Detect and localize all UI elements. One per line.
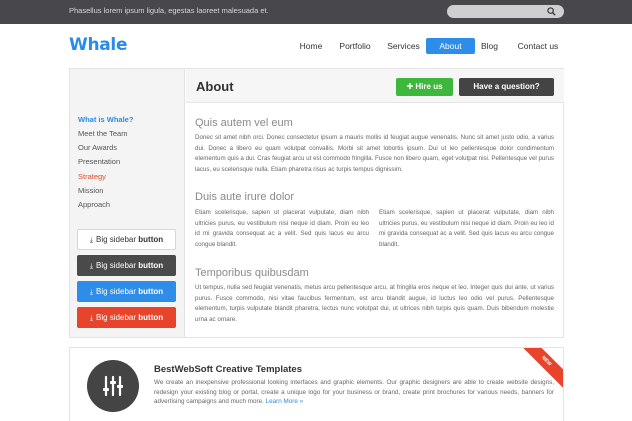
sidebar-button-label: Big sidebar: [95, 313, 137, 322]
nav-services[interactable]: Services: [387, 41, 420, 51]
sidebar-button-dark[interactable]: [77, 255, 176, 276]
promo-icon-circle: [87, 360, 139, 412]
section-heading-3: Temporibus quibusdam: [195, 267, 309, 279]
nav-blog[interactable]: Blog: [480, 41, 498, 51]
download-icon: ⤓: [89, 289, 93, 296]
sidebar-button-bold: button: [138, 261, 164, 270]
search-icon[interactable]: [547, 7, 556, 16]
hire-us-label: Hire us: [415, 82, 443, 91]
sidebar-button-red[interactable]: [77, 307, 176, 328]
page-title: About: [196, 79, 234, 94]
promo-text: [154, 378, 554, 407]
sidebar-item-approach[interactable]: Approach: [78, 200, 111, 209]
hire-us-button[interactable]: [396, 78, 453, 96]
sidebar-item-our-awards[interactable]: Our Awards: [78, 143, 118, 152]
promo-description: We create an inexpensive professional looking interfaces and graphic elements. Our graphic designers are able to create website designs, redesign your existing blog or portal, create a unique logo for your business or brand, create print brochures for various needs, banners for advertising campaigns and much more.: [154, 379, 554, 406]
section-text-2b: Etiam scelerisque, sapien ut placerat vulputate, diam nibh ultricies purus, eu vestibulum nisi neque id diam. Proin eu leo id mi gravida consequat ac a velit. Sed quis lacus eu arcu congue blandit.: [379, 209, 554, 248]
download-icon: ⤓: [89, 237, 93, 244]
sidebar-item-mission[interactable]: Mission: [78, 186, 104, 195]
main-panel: [69, 68, 564, 338]
search-input[interactable]: [447, 5, 564, 18]
sidebar-button-label: Big sidebar: [95, 287, 137, 296]
new-ribbon: NEW: [517, 347, 564, 391]
sidebar-button-white[interactable]: [77, 229, 176, 250]
sidebar-item-strategy[interactable]: Strategy: [78, 172, 106, 181]
sidebar-button-bold: button: [138, 235, 164, 244]
sidebar-button-bold: button: [138, 287, 164, 296]
section-text-1: Donec sit amet nibh orci. Donec consectetur ipsum a mauris mollis id feugiat augue venenatis. Nunc sit amet justo odio, a varius dui. Donec a libero eu quam volutpat convallis. Morbi sit amet lobortis ipsum. Dui ut leo pellentesque dolor condimentum elementum quis a dui. Cras feugiat arcu ut est commodo fringilla. Fusce non libero quam, eget volutpat nisi. Pellentesque vel purus lacus, eu scelerisque nulla. Etiam pharetra risus ac turpis tempus dignissim.: [195, 134, 554, 173]
nav-about[interactable]: About: [426, 38, 475, 54]
equalizer-icon: [87, 360, 139, 412]
sidebar-item-meet-the-team[interactable]: Meet the Team: [78, 129, 128, 138]
download-icon: ⤓: [89, 263, 93, 270]
learn-more-link[interactable]: Learn More »: [265, 398, 304, 406]
sidebar-button-label: Big sidebar: [95, 261, 137, 270]
section-heading-1: Quis autem vel eum: [195, 117, 293, 129]
sidebar: [70, 69, 185, 337]
nav-home[interactable]: Home: [299, 41, 323, 51]
sidebar-item-presentation[interactable]: Presentation: [78, 157, 121, 166]
nav-portfolio[interactable]: Portfolio: [339, 41, 371, 51]
section-heading-2: Duis aute irure dolor: [195, 191, 295, 203]
sidebar-button-bold: button: [138, 313, 164, 322]
logo[interactable]: Whale: [69, 35, 128, 55]
promo-box: [69, 347, 564, 421]
have-a-question-button[interactable]: Have a question?: [459, 78, 554, 96]
section-text-2a: Etiam scelerisque, sapien ut placerat vulputate, diam nibh ultricies purus, eu vestibulum nisi neque id diam. Proin eu leo id mi gravida consequat ac a velit. Sed quis lacus eu arcu congue blandit.: [195, 209, 369, 248]
sidebar-item-what-is-whale[interactable]: What is Whale?: [78, 115, 134, 124]
plus-icon: ✚: [406, 82, 414, 91]
content-header: [186, 69, 564, 103]
section-text-3: Ut tempus, nulla sed feugiat venenatis, metus arcu pellentesque arcu, at fringilla eros neque et leo. Integer quis dui ante, ut varius purus. Fusce commodo, nisi vitae faucibus fermentum, est arcu blandit augue, id luctus leo odio vel purus. Pellentesque elementum, turpis vulputate blandit pharetra, lectus nunc volutpat dui, ut ultrices nibh turpis quis quam. Duis bibendum molestie urna ac ornare.: [195, 284, 554, 323]
sidebar-button-blue[interactable]: [77, 281, 176, 302]
sidebar-button-label: Big sidebar: [95, 235, 137, 244]
top-bar: [0, 0, 632, 24]
main-nav: [0, 38, 632, 56]
top-bar-tagline: Phasellus lorem ipsum ligula, egestas laoreet malesuada et.: [69, 6, 269, 15]
nav-contact[interactable]: Contact us: [517, 41, 559, 51]
promo-title: BestWebSoft Creative Templates: [154, 364, 302, 375]
download-icon: ⤓: [89, 315, 93, 322]
